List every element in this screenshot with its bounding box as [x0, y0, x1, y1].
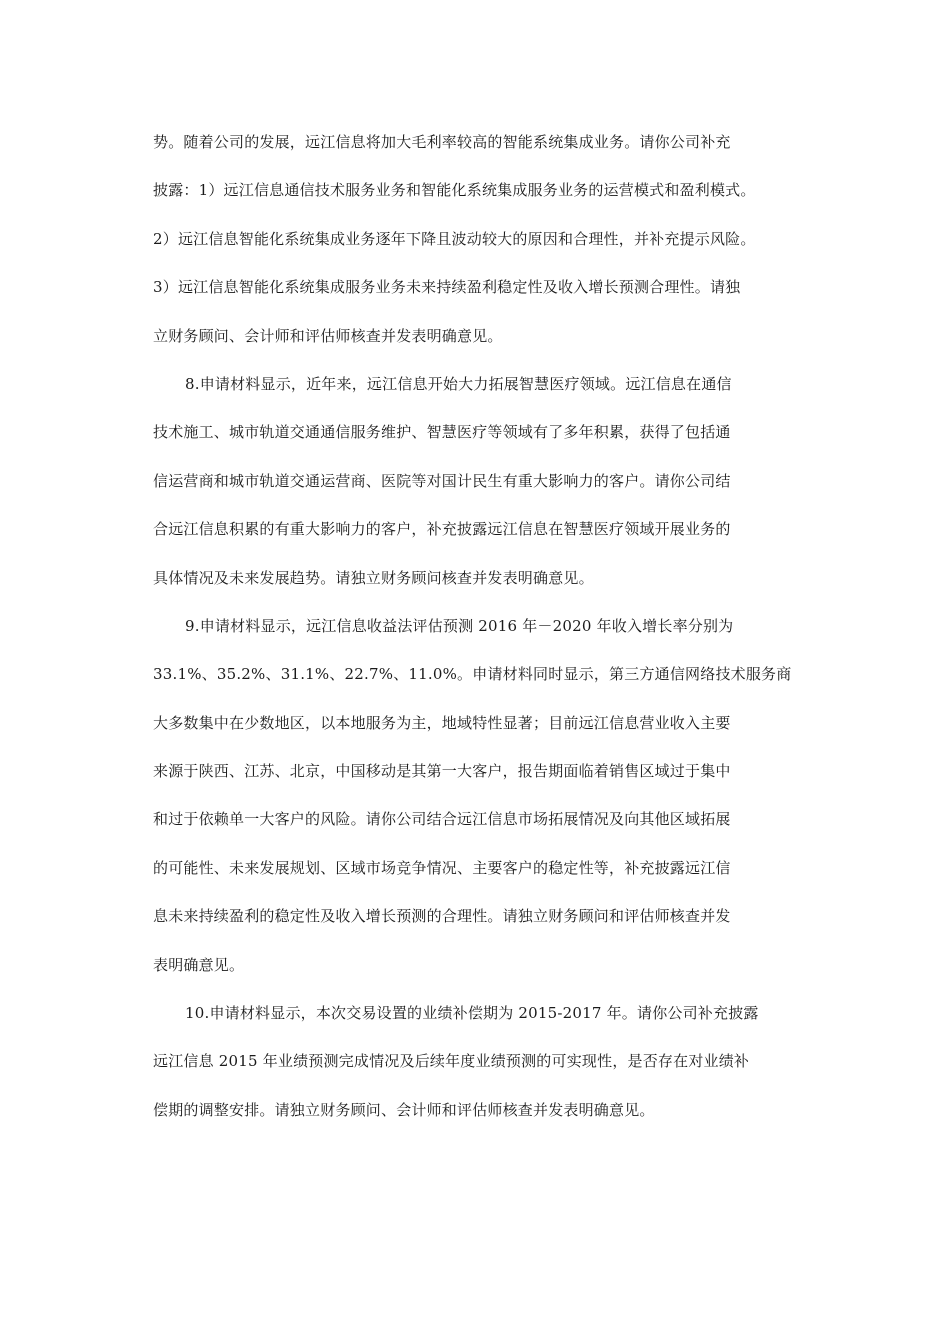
text-line: 33.1%、35.2%、31.1%、22.7%、11.0%。申请材料同时显示，第三方通信网络技术服务商 [153, 665, 792, 684]
text-line: 远江信息 2015 年业绩预测完成情况及后续年度业绩预测的可实现性，是否存在对业绩补 [153, 1052, 750, 1071]
text-line: 合远江信息积累的有重大影响力的客户，补充披露远江信息在智慧医疗领域开展业务的 [153, 520, 731, 539]
text-line: 立财务顾问、会计师和评估师核查并发表明确意见。 [153, 326, 503, 345]
text-line: 的可能性、未来发展规划、区域市场竞争情况、主要客户的稳定性等，补充披露远江信 [153, 858, 731, 877]
text-line: 表明确意见。 [153, 955, 245, 974]
text-line: 息未来持续盈利的稳定性及收入增长预测的合理性。请独立财务顾问和评估师核查并发 [153, 907, 731, 926]
text-line: 大多数集中在少数地区，以本地服务为主，地域特性显著；目前远江信息营业收入主要 [153, 713, 731, 732]
paragraph-10-start: 10.申请材料显示，本次交易设置的业绩补偿期为 2015-2017 年。请你公司补充披露 [185, 1004, 759, 1023]
text-line: 技术施工、城市轨道交通通信服务维护、智慧医疗等领域有了多年积累，获得了包括通 [153, 423, 731, 442]
text-line: 偿期的调整安排。请独立财务顾问、会计师和评估师核查并发表明确意见。 [153, 1100, 655, 1119]
text-line: 3）远江信息智能化系统集成服务业务未来持续盈利稳定性及收入增长预测合理性。请独 [153, 278, 741, 297]
text-line: 和过于依赖单一大客户的风险。请你公司结合远江信息市场拓展情况及向其他区域拓展 [153, 810, 731, 829]
text-line: 2）远江信息智能化系统集成业务逐年下降且波动较大的原因和合理性，并补充提示风险。 [153, 229, 756, 248]
text-line: 势。随着公司的发展，远江信息将加大毛利率较高的智能系统集成业务。请你公司补充 [153, 133, 731, 151]
text-line: 来源于陕西、江苏、北京，中国移动是其第一大客户，报告期面临着销售区域过于集中 [153, 762, 731, 781]
text-line: 披露：1）远江信息通信技术服务业务和智能化系统集成服务业务的运营模式和盈利模式。 [153, 181, 756, 200]
paragraph-8-start: 8.申请材料显示，近年来，远江信息开始大力拓展智慧医疗领域。远江信息在通信 [185, 374, 732, 393]
text-line: 信运营商和城市轨道交通运营商、医院等对国计民生有重大影响力的客户。请你公司结 [153, 471, 731, 490]
paragraph-9-start: 9.申请材料显示，远江信息收益法评估预测 2016 年－2020 年收入增长率分别为 [185, 616, 734, 635]
document-body [153, 118, 813, 1134]
text-line: 具体情况及未来发展趋势。请独立财务顾问核查并发表明确意见。 [153, 568, 594, 587]
